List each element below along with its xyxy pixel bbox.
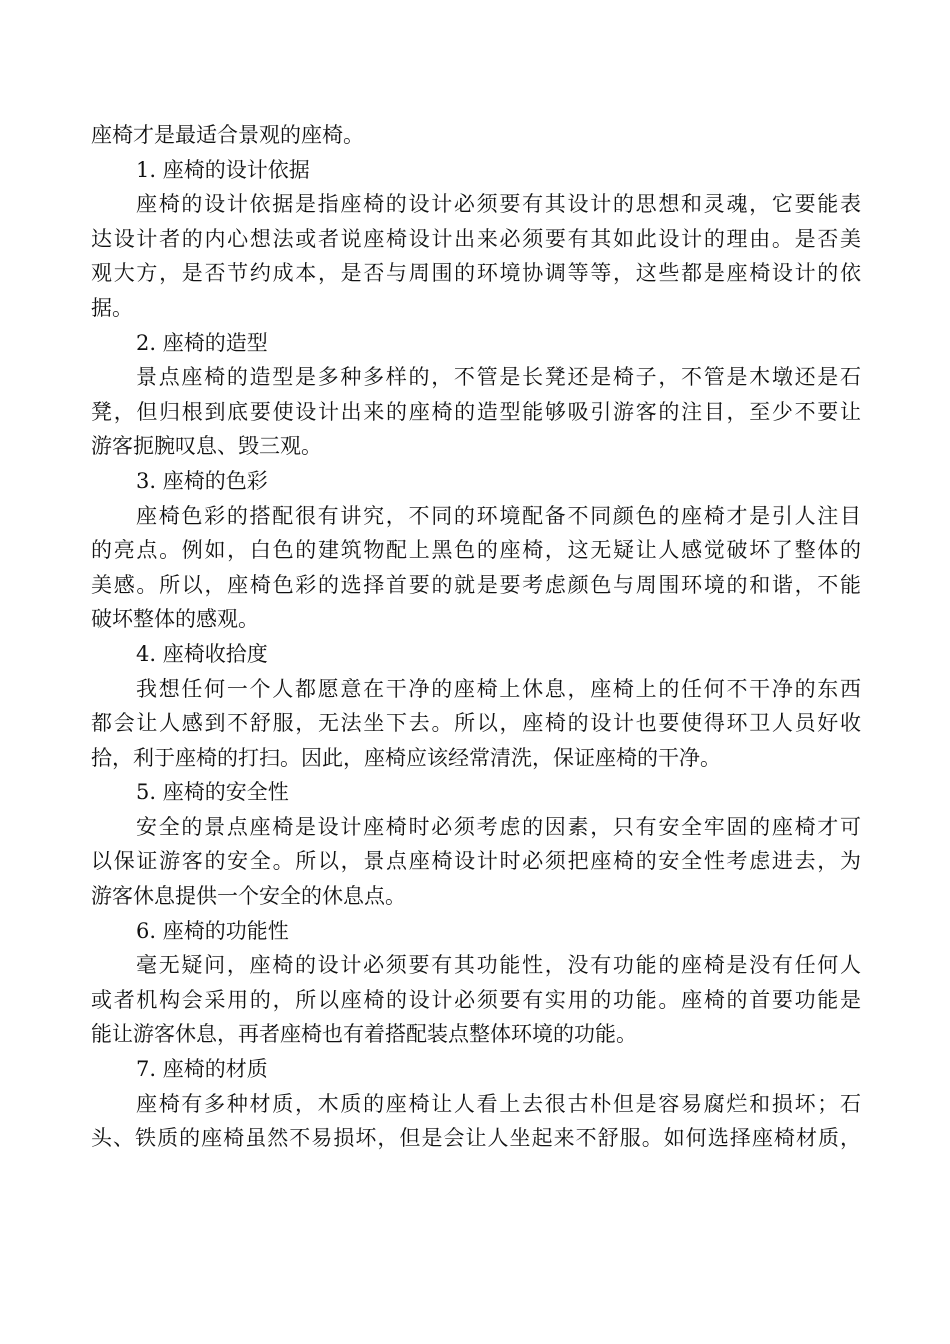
section-heading: 2. 座椅的造型 bbox=[136, 330, 268, 355]
paragraph-line: 达设计者的内心想法或者说座椅设计出来必须要有其如此设计的理由。是否美 bbox=[91, 226, 861, 251]
paragraph-line: 观大方，是否节约成本，是否与周围的环境协调等等，这些都是座椅设计的依 bbox=[91, 261, 861, 286]
document-page bbox=[91, 118, 861, 1156]
paragraph-line: 座椅才是最适合景观的座椅。 bbox=[91, 123, 364, 147]
paragraph-line: 头、铁质的座椅虽然不易损坏，但是会让人坐起来不舒服。如何选择座椅材质， bbox=[91, 1126, 861, 1151]
section-heading: 5. 座椅的安全性 bbox=[136, 780, 289, 805]
paragraph-line: 座椅有多种材质，木质的座椅让人看上去很古朴但是容易腐烂和损坏；石 bbox=[136, 1091, 861, 1116]
paragraph-line: 游客休息提供一个安全的休息点。 bbox=[91, 884, 406, 909]
section-heading: 6. 座椅的功能性 bbox=[136, 918, 289, 943]
paragraph-line: 凳，但归根到底要使设计出来的座椅的造型能够吸引游客的注目，至少不要让 bbox=[91, 399, 861, 424]
paragraph-line: 以保证游客的安全。所以，景点座椅设计时必须把座椅的安全性考虑进去，为 bbox=[91, 849, 861, 874]
section-heading: 1. 座椅的设计依据 bbox=[136, 157, 310, 182]
paragraph-line: 座椅的设计依据是指座椅的设计必须要有其设计的思想和灵魂，它要能表 bbox=[136, 192, 861, 217]
paragraph-line: 据。 bbox=[91, 295, 133, 320]
paragraph-line: 都会让人感到不舒服，无法坐下去。所以，座椅的设计也要使得环卫人员好收 bbox=[91, 711, 861, 736]
paragraph-line: 拾，利于座椅的打扫。因此，座椅应该经常清洗，保证座椅的干净。 bbox=[91, 745, 721, 770]
section-heading: 3. 座椅的色彩 bbox=[136, 468, 268, 493]
paragraph-line: 美感。所以，座椅色彩的选择首要的就是要考虑颜色与周围环境的和谐，不能 bbox=[91, 572, 861, 597]
paragraph-line: 或者机构会采用的，所以座椅的设计必须要有实用的功能。座椅的首要功能是 bbox=[91, 987, 861, 1012]
paragraph-line: 我想任何一个人都愿意在干净的座椅上休息，座椅上的任何不干净的东西 bbox=[136, 676, 861, 701]
paragraph-line: 游客扼腕叹息、毁三观。 bbox=[91, 434, 322, 459]
paragraph-line: 景点座椅的造型是多种多样的，不管是长凳还是椅子，不管是木墩还是石 bbox=[136, 365, 861, 390]
section-heading: 7. 座椅的材质 bbox=[136, 1057, 268, 1082]
paragraph-line: 毫无疑问，座椅的设计必须要有其功能性，没有功能的座椅是没有任何人 bbox=[136, 953, 861, 978]
paragraph-line: 破坏整体的感观。 bbox=[91, 607, 259, 632]
paragraph-line: 的亮点。例如，白色的建筑物配上黑色的座椅，这无疑让人感觉破坏了整体的 bbox=[91, 538, 861, 563]
paragraph-line: 座椅色彩的搭配很有讲究，不同的环境配备不同颜色的座椅才是引人注目 bbox=[136, 503, 861, 528]
paragraph-line: 安全的景点座椅是设计座椅时必须考虑的因素，只有安全牢固的座椅才可 bbox=[136, 814, 861, 839]
paragraph-line: 能让游客休息，再者座椅也有着搭配装点整体环境的功能。 bbox=[91, 1022, 637, 1047]
section-heading: 4. 座椅收拾度 bbox=[136, 641, 268, 666]
